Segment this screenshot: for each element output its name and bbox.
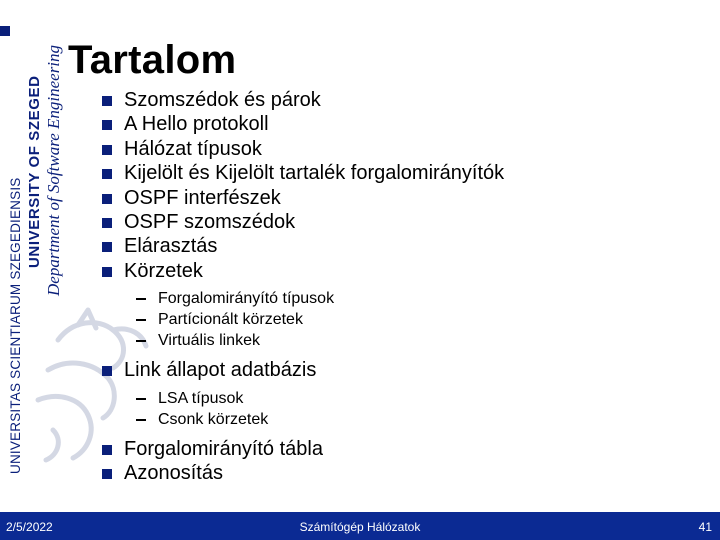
sub-item xyxy=(136,409,702,430)
department-name: Department of Software Engineering xyxy=(44,44,63,296)
bullet-text: Link állapot adatbázis xyxy=(124,359,317,382)
dash-icon xyxy=(136,398,146,400)
sub-item xyxy=(136,388,702,409)
sub-item-text: Partícionált körzetek xyxy=(158,311,303,329)
bullet-square-icon xyxy=(102,145,112,155)
dash-icon xyxy=(136,319,146,321)
footer-date: 2/5/2022 xyxy=(6,520,53,534)
bullet-item xyxy=(102,437,702,461)
bullet-text: Szomszédok és párok xyxy=(124,89,321,111)
bullet-square-icon xyxy=(102,242,112,252)
footer-page-number: 41 xyxy=(698,520,712,534)
bullet-item xyxy=(102,210,702,234)
bullet-square-icon xyxy=(102,267,112,277)
bullet-text: Azonosítás xyxy=(124,462,223,485)
bullet-item xyxy=(102,259,702,283)
sub-item-text: Forgalomirányító típusok xyxy=(158,290,335,308)
sub-item-text: LSA típusok xyxy=(158,389,244,407)
bullet-text: A Hello protokoll xyxy=(124,113,269,136)
bullet-text: OSPF interfészek xyxy=(124,186,281,209)
bullet-square-icon xyxy=(102,445,112,455)
bullet-text: Hálózat típusok xyxy=(124,137,262,160)
university-latin-name: UNIVERSITAS SCIENTIARUM SZEGEDIENSIS xyxy=(8,177,23,474)
bullet-text: Kijelölt és Kijelölt tartalék forgalomirányítók xyxy=(124,162,505,185)
bullet-text: Elárasztás xyxy=(124,235,218,258)
bullet-text: Körzetek xyxy=(124,259,203,282)
bullet-square-icon xyxy=(102,194,112,204)
sub-item xyxy=(136,309,702,330)
dash-icon xyxy=(136,419,146,421)
bullet-item xyxy=(102,88,702,112)
bullet-item xyxy=(102,112,702,136)
sub-item-text: Csonk körzetek xyxy=(158,410,269,428)
bullet-square-icon xyxy=(102,469,112,479)
footer-course-title: Számítógép Hálózatok xyxy=(299,520,421,534)
sub-list xyxy=(136,288,702,351)
dash-icon xyxy=(136,340,146,342)
bullet-square-icon xyxy=(102,120,112,130)
sub-item xyxy=(136,330,702,351)
bullet-text: OSPF szomszédok xyxy=(124,211,296,234)
bullet-item xyxy=(102,461,702,485)
bullet-item xyxy=(102,186,702,210)
bullet-square-icon xyxy=(102,366,112,376)
bullet-list xyxy=(102,88,702,485)
bullet-text: Forgalomirányító tábla xyxy=(124,437,323,460)
bullet-square-icon xyxy=(102,169,112,179)
sub-item-text: Virtuális linkek xyxy=(158,332,260,350)
bullet-square-icon xyxy=(102,96,112,106)
university-name: UNIVERSITY OF SZEGED xyxy=(26,75,43,268)
bullet-item xyxy=(102,161,702,185)
bullet-square-icon xyxy=(102,218,112,228)
bullet-item xyxy=(102,234,702,258)
bullet-item xyxy=(102,137,702,161)
footer-bar xyxy=(0,512,720,540)
dash-icon xyxy=(136,298,146,300)
bullet-item xyxy=(102,358,702,382)
page-title: Tartalom xyxy=(68,38,237,82)
sub-item xyxy=(136,288,702,309)
corner-square-icon xyxy=(0,26,10,36)
sub-list xyxy=(136,388,702,430)
